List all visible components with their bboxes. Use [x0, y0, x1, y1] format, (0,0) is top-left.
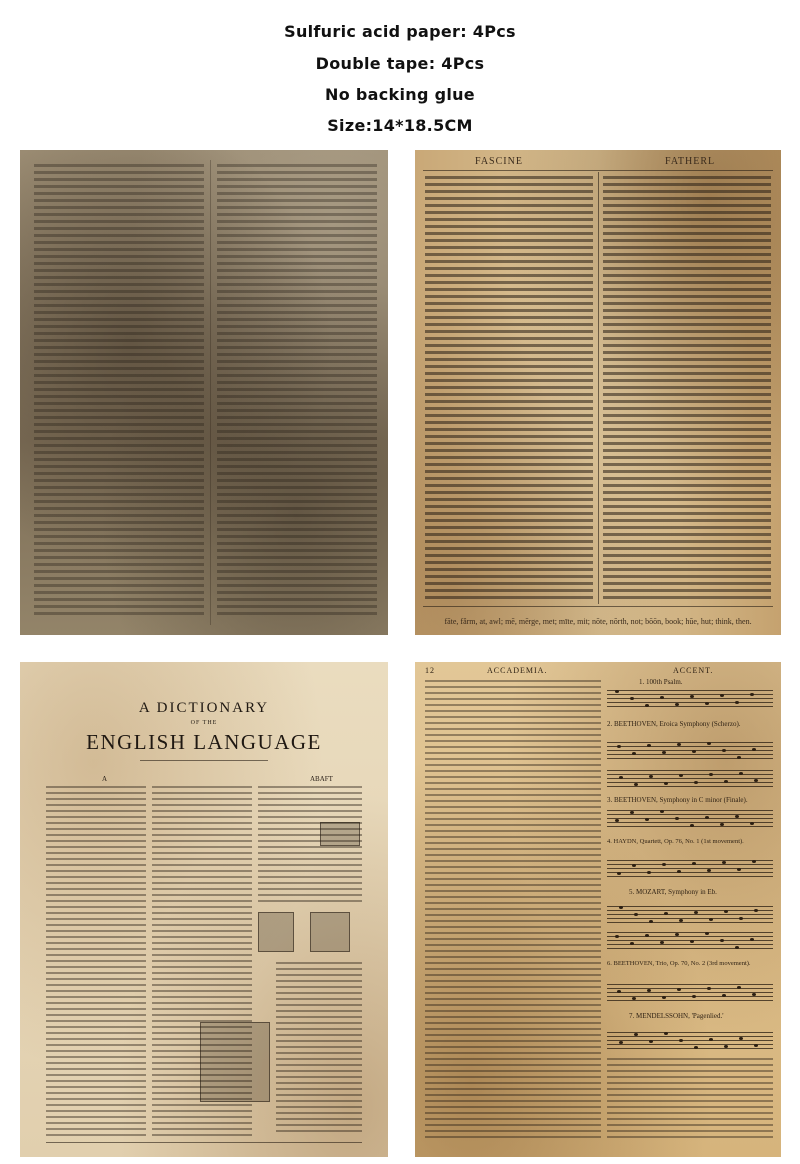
music-example-label: 1. 100th Psalm. — [639, 678, 683, 686]
music-note — [739, 917, 743, 920]
page-header-right: ACCENT. — [673, 666, 714, 675]
music-note — [649, 920, 653, 923]
music-note — [735, 701, 739, 704]
music-note — [619, 776, 623, 779]
music-note — [737, 868, 741, 871]
column-head-right: ABAFT — [310, 775, 333, 783]
music-note — [630, 942, 634, 945]
music-note — [737, 756, 741, 759]
page-header-left: FASCINE — [475, 156, 523, 167]
title-line-2: OF THE — [190, 720, 218, 726]
music-note — [619, 906, 623, 909]
engraving-capital-right — [310, 912, 350, 952]
music-note — [754, 779, 758, 782]
music-note — [739, 1037, 743, 1040]
music-note — [647, 989, 651, 992]
text-column-left — [34, 164, 204, 619]
spec-paper-count: Sulfuric acid paper: 4Pcs — [284, 22, 516, 41]
music-note — [617, 872, 621, 875]
engraving-sled — [320, 822, 360, 846]
paper-sample-english-dictionary — [20, 662, 388, 1157]
music-note — [632, 752, 636, 755]
column-head-left: A — [102, 775, 108, 783]
music-note — [662, 996, 666, 999]
music-note — [690, 824, 694, 827]
music-note — [707, 869, 711, 872]
music-staff — [607, 770, 773, 788]
music-note — [690, 695, 694, 698]
music-note — [645, 818, 649, 821]
text-column-left — [425, 680, 601, 1142]
pronunciation-key: fāte, fǎrm, at, awl; mē, mērge, met; mīte, mit; nōte, nōrth, not; bōōn, book; hūe, hut; think, then. — [444, 617, 752, 626]
music-note — [660, 696, 664, 699]
music-note — [709, 918, 713, 921]
page-header-right: FATHERL — [665, 156, 716, 167]
music-note — [677, 988, 681, 991]
music-note — [679, 774, 683, 777]
music-note — [705, 932, 709, 935]
music-note — [722, 861, 726, 864]
music-note — [664, 1032, 668, 1035]
music-note — [754, 909, 758, 912]
music-note — [690, 940, 694, 943]
music-note — [617, 745, 621, 748]
music-note — [679, 919, 683, 922]
column-divider — [210, 160, 211, 625]
paper-sample-dictionary-f — [415, 150, 781, 635]
music-note — [705, 816, 709, 819]
music-note — [694, 781, 698, 784]
music-note — [724, 1045, 728, 1048]
music-note — [677, 743, 681, 746]
music-note — [692, 862, 696, 865]
music-example-label: 4. HAYDN, Quartett, Op. 76, No. 1 (1st movement). — [607, 838, 744, 845]
music-note — [634, 1033, 638, 1036]
footer-rule — [46, 1142, 362, 1143]
music-note — [709, 1038, 713, 1041]
music-note — [750, 938, 754, 941]
title-line-3: ENGLISH LANGUAGE — [86, 730, 322, 754]
music-note — [720, 823, 724, 826]
music-note — [705, 702, 709, 705]
music-note — [649, 1040, 653, 1043]
text-column-right — [217, 164, 377, 619]
music-note — [724, 780, 728, 783]
music-example-label: 2. BEETHOVEN, Eroica Symphony (Scherzo). — [607, 720, 741, 728]
music-note — [617, 990, 621, 993]
footer-rule — [423, 606, 773, 607]
music-note — [720, 939, 724, 942]
music-note — [750, 822, 754, 825]
text-column-3 — [258, 786, 362, 906]
music-note — [709, 773, 713, 776]
music-note — [720, 694, 724, 697]
music-note — [707, 987, 711, 990]
music-note — [615, 690, 619, 693]
engraving-capital-left — [258, 912, 294, 952]
music-note — [662, 863, 666, 866]
music-example-label: 6. BEETHOVEN, Trio, Op. 70, No. 2 (3rd movement). — [607, 960, 751, 967]
music-note — [739, 772, 743, 775]
music-note — [664, 912, 668, 915]
music-example-label: 7. MENDELSSOHN, 'Pagenlied.' — [629, 1012, 724, 1020]
paper-sample-music-accent — [415, 662, 781, 1157]
music-note — [752, 860, 756, 863]
music-staff — [607, 742, 773, 760]
music-staff — [607, 860, 773, 878]
music-note — [660, 941, 664, 944]
music-note — [692, 750, 696, 753]
text-column-left — [425, 176, 593, 601]
music-staff — [607, 1032, 773, 1050]
music-note — [677, 870, 681, 873]
spec-backing-glue: No backing glue — [325, 85, 475, 104]
music-note — [634, 913, 638, 916]
music-note — [675, 817, 679, 820]
spec-tape-count: Double tape: 4Pcs — [315, 54, 485, 73]
music-note — [664, 782, 668, 785]
music-note — [724, 910, 728, 913]
music-note — [750, 693, 754, 696]
header-rule — [423, 170, 773, 171]
music-note — [660, 810, 664, 813]
page-header-left: ACCADEMIA. — [487, 666, 548, 675]
music-note — [647, 744, 651, 747]
text-column-right — [607, 1058, 773, 1142]
text-column-1 — [46, 786, 146, 1136]
music-note — [752, 993, 756, 996]
music-note — [645, 704, 649, 707]
spec-size: Size:14*18.5CM — [327, 116, 473, 135]
music-note — [662, 751, 666, 754]
text-column-right — [603, 176, 771, 601]
music-note — [675, 703, 679, 706]
music-note — [694, 1046, 698, 1049]
music-note — [675, 933, 679, 936]
page-number: 12 — [425, 666, 435, 675]
column-divider — [598, 172, 599, 604]
music-note — [752, 748, 756, 751]
music-note — [707, 742, 711, 745]
music-note — [630, 811, 634, 814]
text-column-4 — [276, 962, 362, 1136]
title-line-1: A DICTIONARY — [138, 700, 270, 716]
music-note — [645, 934, 649, 937]
music-note — [735, 946, 739, 949]
music-note — [615, 819, 619, 822]
music-note — [722, 994, 726, 997]
engraving-ship — [200, 1022, 270, 1102]
music-example-label: 3. BEETHOVEN, Symphony in C minor (Finale). — [607, 796, 748, 804]
music-staff — [607, 906, 773, 924]
music-note — [632, 997, 636, 1000]
music-note — [630, 697, 634, 700]
music-note — [634, 783, 638, 786]
music-note — [632, 864, 636, 867]
music-note — [735, 815, 739, 818]
music-example-label: 5. MOZART, Symphony in Eb. — [629, 888, 717, 896]
music-note — [647, 871, 651, 874]
music-note — [679, 1039, 683, 1042]
music-note — [694, 911, 698, 914]
title-rule — [140, 760, 268, 761]
music-note — [692, 995, 696, 998]
music-note — [619, 1041, 623, 1044]
music-note — [754, 1044, 758, 1047]
music-note — [737, 986, 741, 989]
music-note — [615, 935, 619, 938]
music-note — [722, 749, 726, 752]
paper-sample-faded-text — [20, 150, 388, 635]
music-note — [649, 775, 653, 778]
